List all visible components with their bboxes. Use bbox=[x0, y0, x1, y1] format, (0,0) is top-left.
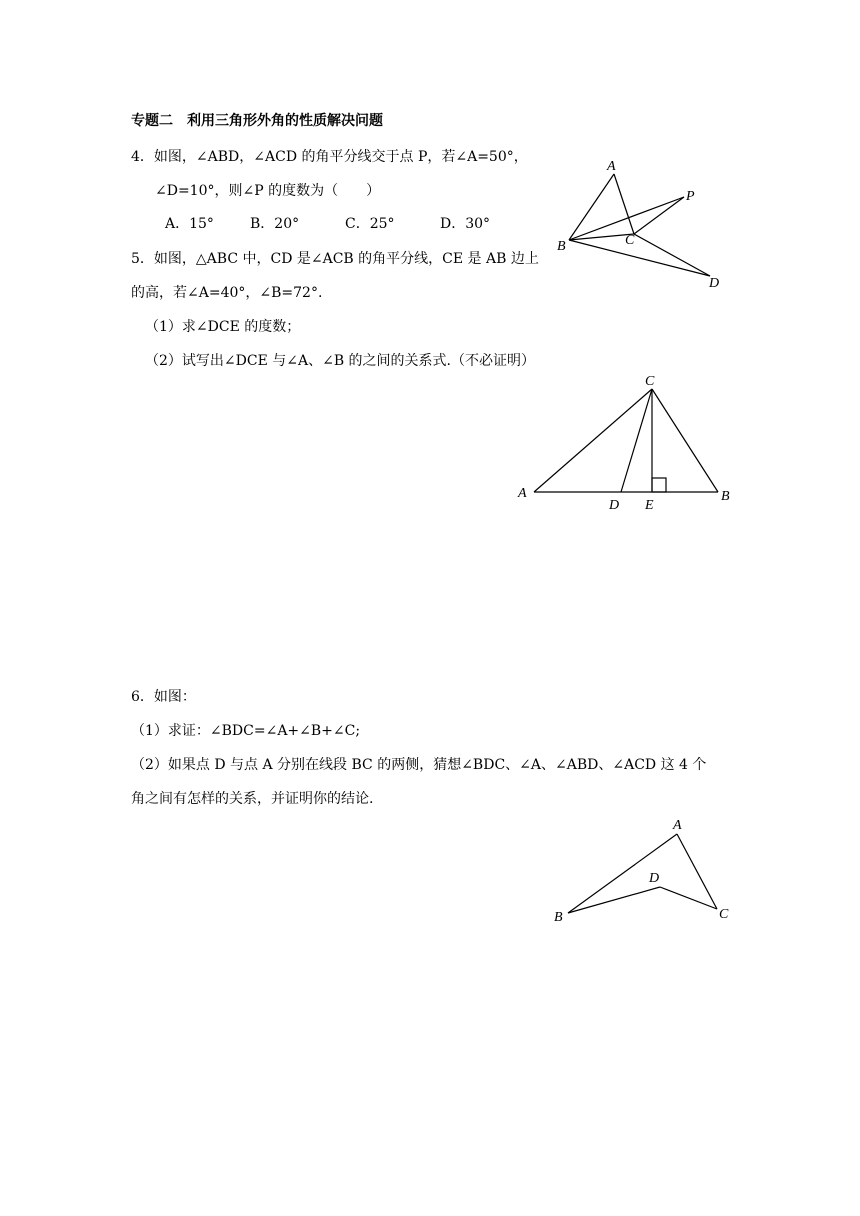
q6-segment-bd bbox=[568, 887, 660, 913]
q5-label-a: A bbox=[518, 486, 527, 501]
q6-stem: 6．如图： bbox=[131, 689, 196, 705]
q5-label-b: B bbox=[721, 489, 730, 504]
q4-label-c: C bbox=[625, 233, 635, 248]
q4-label-d: D bbox=[709, 276, 720, 291]
q6-label-b: B bbox=[554, 910, 563, 925]
q6-part2-line2: 角之间有怎样的关系，并证明你的结论. bbox=[131, 791, 374, 807]
q5-stem-line2: 的高，若∠A=40°，∠B=72°. bbox=[131, 285, 323, 301]
q6-label-c: C bbox=[719, 907, 729, 922]
q6-part2-line1: （2）如果点 D 与点 A 分别在线段 BC 的两侧，猜想∠BDC、∠A、∠ABD、∠ACD 这 4 个 bbox=[131, 757, 707, 773]
q4-label-p: P bbox=[686, 189, 695, 204]
q6-segment-ab bbox=[568, 834, 677, 913]
q5-part1: （1）求∠DCE 的度数； bbox=[145, 319, 301, 335]
section-heading: 专题二 利用三角形外角的性质解决问题 bbox=[131, 113, 383, 129]
q5-label-c: C bbox=[645, 374, 655, 389]
q6-part1: （1）求证：∠BDC=∠A+∠B+∠C; bbox=[131, 723, 361, 739]
q4-option-d: D．30° bbox=[440, 216, 491, 232]
q4-option-a: A．15° bbox=[165, 216, 214, 232]
q4-stem-line2: ∠D=10°，则∠P 的度数为（ ） bbox=[155, 183, 381, 199]
q4-option-b: B．20° bbox=[250, 216, 300, 232]
q5-part2: （2）试写出∠DCE 与∠A、∠B 的之间的关系式.（不必证明） bbox=[145, 353, 536, 369]
q6-label-d: D bbox=[649, 871, 660, 886]
q4-label-a: A bbox=[607, 159, 616, 174]
q6-segment-ac bbox=[677, 834, 717, 909]
q5-label-e: E bbox=[645, 498, 654, 513]
q5-label-d: D bbox=[609, 498, 620, 513]
q4-label-b: B bbox=[557, 239, 566, 254]
q6-segment-dc bbox=[660, 887, 717, 909]
q4-option-c: C．25° bbox=[345, 216, 395, 232]
q6-label-a: A bbox=[673, 818, 682, 833]
q5-stem-line1: 5．如图，△ABC 中，CD 是∠ACB 的角平分线，CE 是 AB 边上 bbox=[131, 251, 539, 267]
q4-stem-line1: 4．如图，∠ABD，∠ACD 的角平分线交于点 P，若∠A=50°， bbox=[131, 149, 528, 165]
